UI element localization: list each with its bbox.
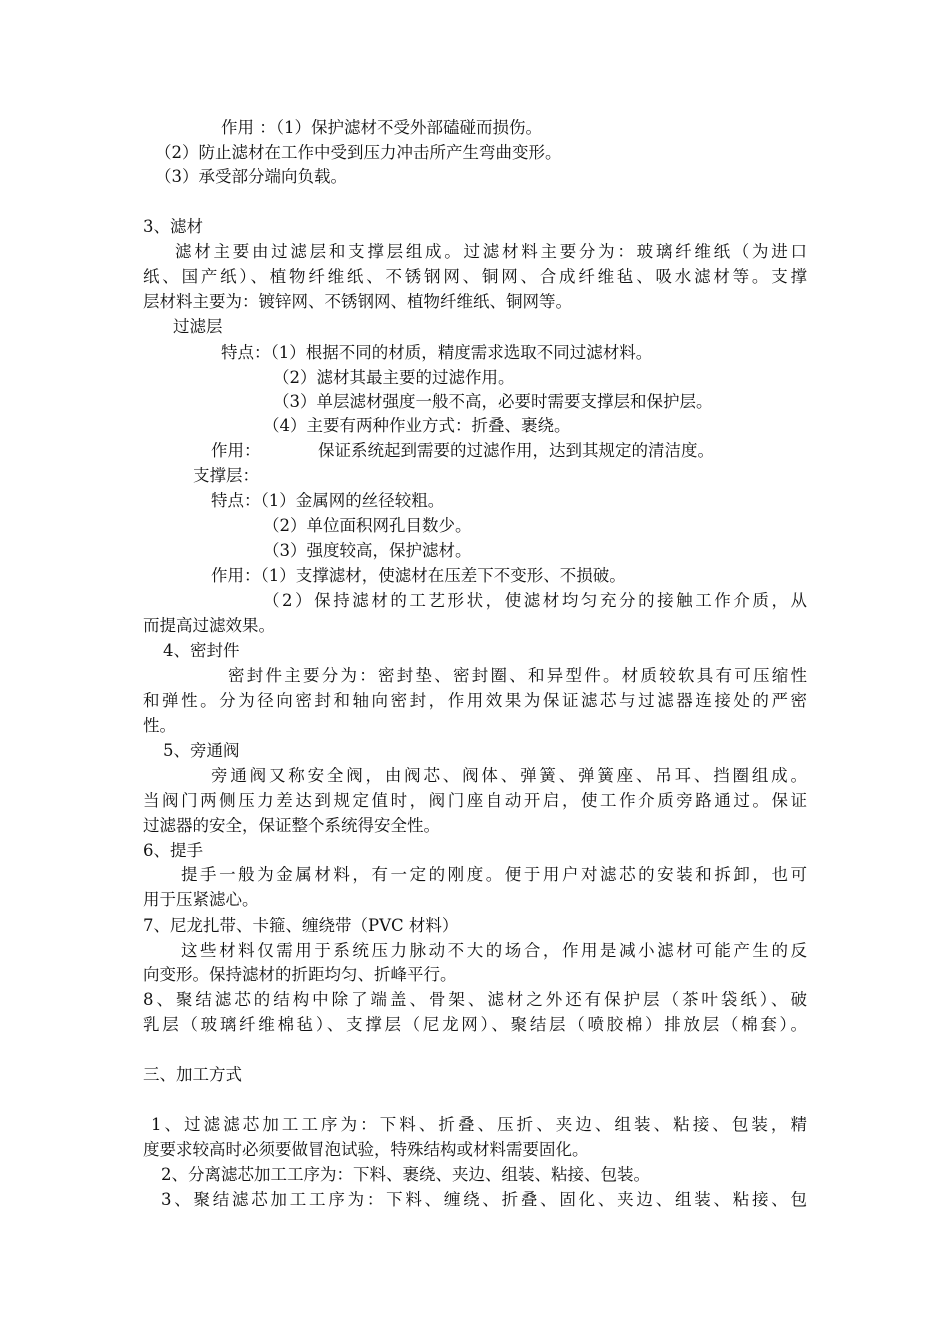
text-line: （4）主要有两种作业方式：折叠、裹绕。 (263, 416, 571, 435)
text-line: 特点：（1）根据不同的材质，精度需求选取不同过滤材料。 (221, 343, 653, 362)
text-line: （3）强度较高，保护滤材。 (263, 541, 472, 560)
text-line: 3、聚结滤芯加工工序为：下料、缠绕、折叠、固化、夹边、组装、粘接、包 (161, 1190, 807, 1209)
text-line: 保证系统起到需要的过滤作用，达到其规定的清洁度。 (318, 441, 714, 460)
text-line: 2、分离滤芯加工工序为：下料、裹绕、夹边、组装、粘接、包装。 (161, 1165, 650, 1184)
text-line: 作用：（1）支撑滤材，使滤材在压差下不变形、不损破。 (211, 566, 626, 585)
section-heading: 7、尼龙扎带、卡箍、缠绕带（PVC 材料） (143, 916, 459, 935)
section-heading: 6、提手 (143, 841, 203, 860)
subheading: 支撑层： (193, 466, 259, 485)
text-line: 特点：（1）金属网的丝径较粗。 (211, 491, 445, 510)
text-line: （2）防止滤材在工作中受到压力冲击所产生弯曲变形。 (155, 143, 562, 162)
text-line: 性。 (143, 716, 176, 735)
text-line: 滤材主要由过滤层和支撑层组成。过滤材料主要分为：玻璃纤维纸（为进口 (175, 242, 807, 261)
text-line: 度要求较高时必须要做冒泡试验，特殊结构或材料需要固化。 (143, 1140, 589, 1159)
text-line-label: 作用： (211, 441, 261, 460)
text-line: 这些材料仅需用于系统压力脉动不大的场合，作用是减小滤材可能产生的反 (181, 941, 807, 960)
text-line: 1、过滤滤芯加工工序为：下料、折叠、压折、夹边、组装、粘接、包装，精 (151, 1115, 807, 1134)
text-line: （2）滤材其最主要的过滤作用。 (273, 368, 515, 387)
text-line: 层材料主要为：镀锌网、不锈钢网、植物纤维纸、铜网等。 (143, 292, 572, 311)
text-line: （3）单层滤材强度一般不高，必要时需要支撑层和保护层。 (273, 392, 713, 411)
chapter-heading: 三、加工方式 (143, 1065, 242, 1084)
text-line: 而提高过滤效果。 (143, 616, 275, 635)
text-line: （2）单位面积网孔目数少。 (263, 516, 472, 535)
text-line: 向变形。保持滤材的折距均匀、折峰平行。 (143, 965, 457, 984)
section-heading: 3、滤材 (143, 217, 203, 236)
text-line: 纸、国产纸）、植物纤维纸、不锈钢网、铜网、合成纤维毡、吸水滤材等。支撑 (143, 267, 807, 286)
subheading: 过滤层 (173, 317, 223, 336)
text-line: 旁通阀又称安全阀，由阀芯、阀体、弹簧、弹簧座、吊耳、挡圈组成。 (211, 766, 807, 785)
section-heading: 5、旁通阀 (163, 741, 240, 760)
text-line: 当阀门两侧压力差达到规定值时，阀门座自动开启，使工作介质旁路通过。保证 (143, 791, 807, 810)
text-line: 过滤器的安全，保证整个系统得安全性。 (143, 816, 440, 835)
text-line: （3）承受部分端向负载。 (155, 167, 347, 186)
section-heading: 4、密封件 (163, 641, 240, 660)
text-line: 提手一般为金属材料，有一定的刚度。便于用户对滤芯的安装和拆卸，也可 (181, 865, 807, 884)
text-line: 乳层（玻璃纤维棉毡）、支撑层（尼龙网）、聚结层（喷胶棉）排放层（棉套）。 (143, 1015, 807, 1034)
text-line: 用于压紧滤心。 (143, 890, 259, 909)
text-line: 作用 ：（1）保护滤材不受外部磕碰而损伤。 (221, 118, 542, 137)
text-line: （2）保持滤材的工艺形状，使滤材均匀充分的接触工作介质，从 (263, 591, 807, 610)
text-line: 8、聚结滤芯的结构中除了端盖、骨架、滤材之外还有保护层（茶叶袋纸）、破 (143, 990, 807, 1009)
text-line: 密封件主要分为：密封垫、密封圈、和异型件。材质较软具有可压缩性 (228, 666, 807, 685)
text-line: 和弹性。分为径向密封和轴向密封，作用效果为保证滤芯与过滤器连接处的严密 (143, 691, 807, 710)
